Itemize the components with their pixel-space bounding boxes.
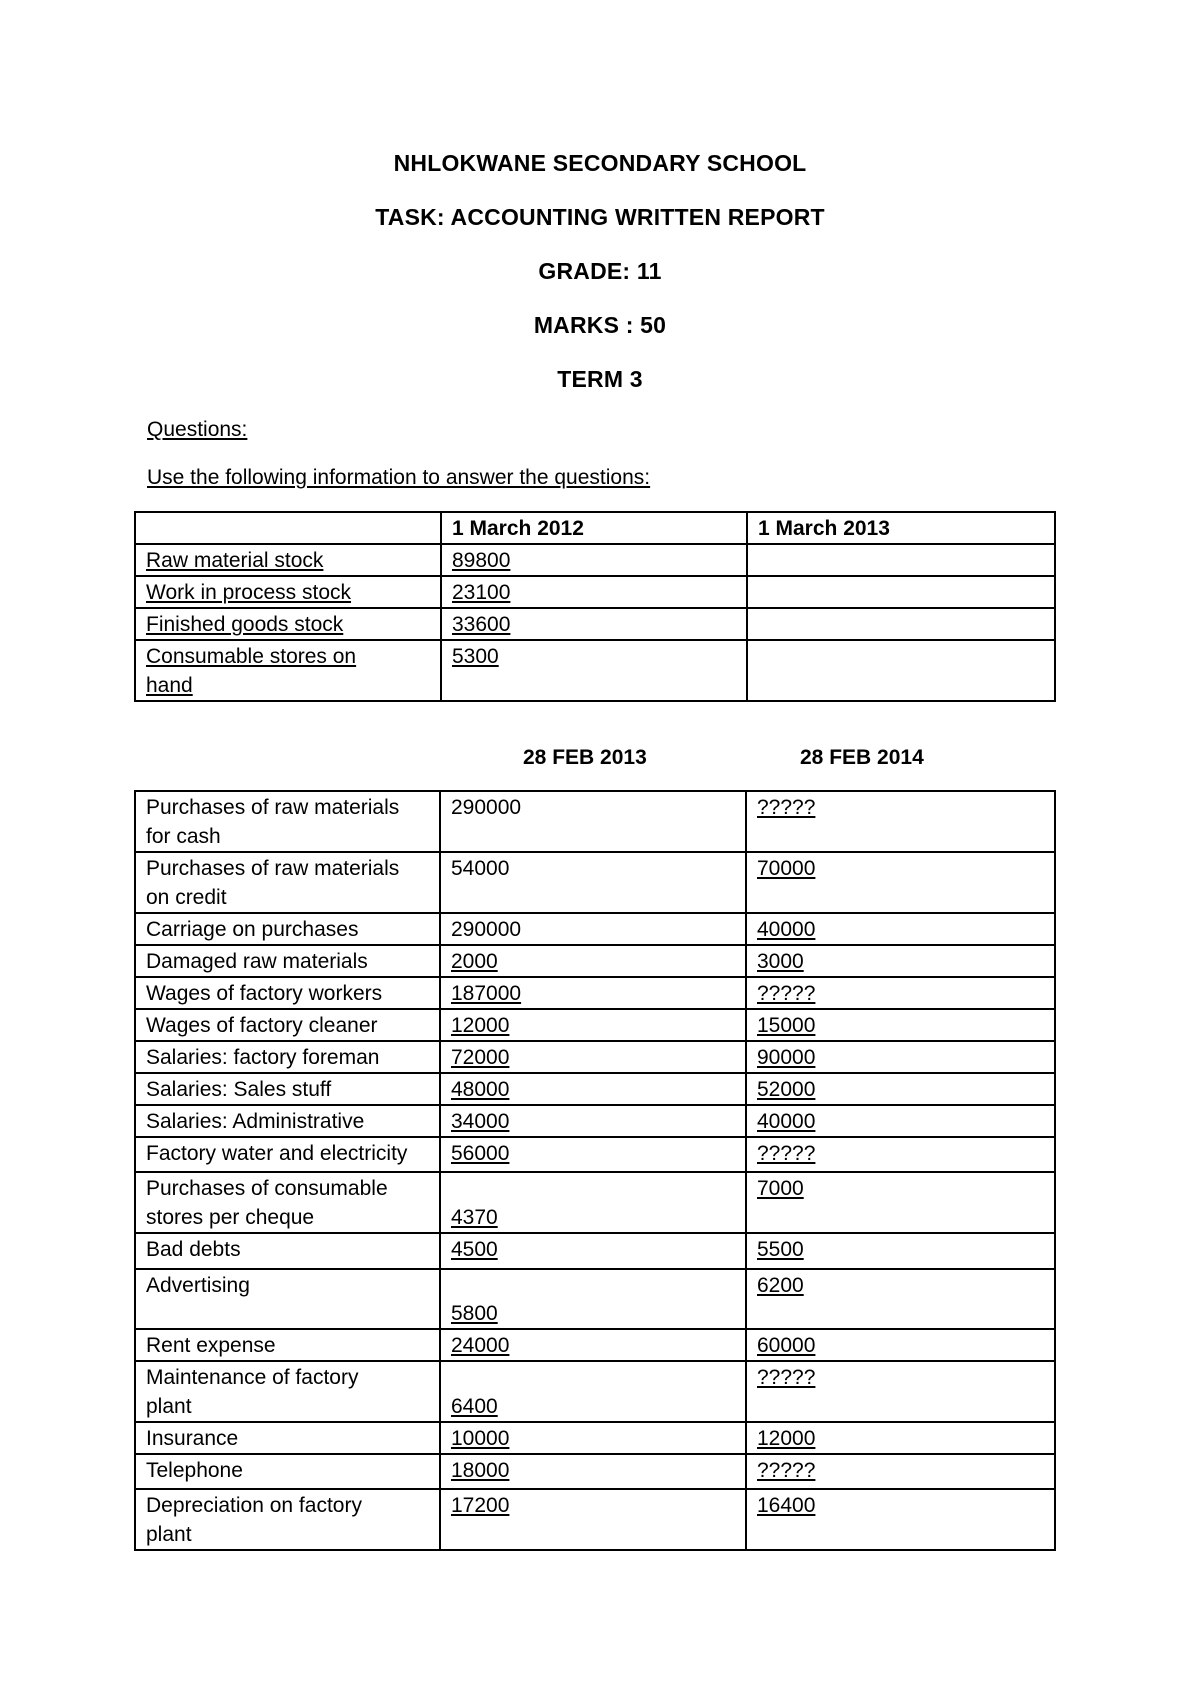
- table-row: [135, 1361, 1055, 1422]
- table-row: [135, 1105, 1055, 1137]
- stock-value-2013: [747, 608, 1055, 640]
- expense-header-2013: 28 FEB 2013: [523, 746, 647, 769]
- stock-value-2012: 33600: [441, 608, 747, 640]
- expense-label-line: Purchases of raw materials: [146, 857, 400, 880]
- stock-label: [135, 640, 441, 701]
- expense-header-2014: 28 FEB 2014: [800, 746, 924, 769]
- expense-value-2013: 2000: [440, 945, 746, 977]
- expense-label: Insurance: [135, 1422, 440, 1454]
- table-row: [135, 576, 1055, 608]
- questions-label: Questions:: [147, 418, 248, 441]
- expense-value-2013: 290000: [440, 913, 746, 945]
- expense-label-line: Purchases of raw materials: [146, 796, 400, 819]
- term-line: TERM 3: [557, 366, 643, 392]
- expense-label-line: plant: [146, 1523, 192, 1546]
- stock-label: Work in process stock: [135, 576, 441, 608]
- expense-value-2014: ?????: [746, 1137, 1055, 1172]
- stock-header-2012: 1 March 2012: [441, 512, 747, 544]
- expense-value-2014: ?????: [746, 977, 1055, 1009]
- expense-value-2013: 6400: [440, 1361, 746, 1422]
- grade-line: GRADE: 11: [538, 258, 662, 284]
- expense-value-2013: 24000: [440, 1329, 746, 1361]
- stock-value-2013: [747, 576, 1055, 608]
- expense-label: Advertising: [135, 1269, 440, 1329]
- expense-value-2014: ?????: [746, 791, 1055, 852]
- marks-line: MARKS : 50: [533, 312, 667, 338]
- expense-value-2013: 5800: [440, 1269, 746, 1329]
- table-row: [135, 1041, 1055, 1073]
- expense-label-line: Purchases of consumable: [146, 1177, 388, 1200]
- expense-value-2014: 60000: [746, 1329, 1055, 1361]
- expense-value-2014: 6200: [746, 1269, 1055, 1329]
- stock-table-header-row: [135, 512, 1055, 544]
- table-row: [135, 852, 1055, 913]
- expense-label: Carriage on purchases: [135, 913, 440, 945]
- expense-label: Rent expense: [135, 1329, 440, 1361]
- task-title: TASK: ACCOUNTING WRITTEN REPORT: [375, 204, 825, 230]
- expense-label: Factory water and electricity: [135, 1137, 440, 1172]
- expense-value-2014: ?????: [746, 1454, 1055, 1489]
- stock-value-2012: 89800: [441, 544, 747, 576]
- expense-value-2014: 70000: [746, 852, 1055, 913]
- expense-value-2014: 40000: [746, 1105, 1055, 1137]
- school-name: NHLOKWANE SECONDARY SCHOOL: [393, 150, 807, 176]
- expense-label: [135, 1361, 440, 1422]
- table-row: [135, 608, 1055, 640]
- table-row: [135, 1009, 1055, 1041]
- expense-label: [135, 791, 440, 852]
- expense-label: Wages of factory workers: [135, 977, 440, 1009]
- instruction-text: Use the following information to answer the questions:: [147, 466, 651, 489]
- expense-value-2013: 4500: [440, 1233, 746, 1269]
- stock-table: [134, 511, 1056, 702]
- expense-label: Bad debts: [135, 1233, 440, 1269]
- table-row: [135, 1329, 1055, 1361]
- expense-value-2013: 4370: [440, 1172, 746, 1233]
- stock-label-line: hand: [146, 674, 193, 697]
- expense-value-2013: 72000: [440, 1041, 746, 1073]
- stock-label: Raw material stock: [135, 544, 441, 576]
- stock-label-line: Consumable stores on: [146, 645, 357, 668]
- expense-value-2014: 40000: [746, 913, 1055, 945]
- expense-value-2014: ?????: [746, 1361, 1055, 1422]
- expense-label-line: Depreciation on factory: [146, 1494, 362, 1517]
- table-row: [135, 1454, 1055, 1489]
- expense-value-2013: 54000: [440, 852, 746, 913]
- table-row: [135, 1269, 1055, 1329]
- table-row: [135, 1422, 1055, 1454]
- table-row: [135, 977, 1055, 1009]
- expense-label: Wages of factory cleaner: [135, 1009, 440, 1041]
- stock-value-2012: 23100: [441, 576, 747, 608]
- expense-value-2014: 5500: [746, 1233, 1055, 1269]
- expense-value-2013: 48000: [440, 1073, 746, 1105]
- expense-label-line: Maintenance of factory: [146, 1366, 359, 1389]
- expense-label: Telephone: [135, 1454, 440, 1489]
- expense-label: [135, 852, 440, 913]
- expense-value-2013: 34000: [440, 1105, 746, 1137]
- table-row: [135, 791, 1055, 852]
- expense-value-2013: 56000: [440, 1137, 746, 1172]
- expense-label: Salaries: factory foreman: [135, 1041, 440, 1073]
- expense-label: [135, 1489, 440, 1550]
- table-row: [135, 1233, 1055, 1269]
- expense-value-2014: 52000: [746, 1073, 1055, 1105]
- expense-value-2013: 187000: [440, 977, 746, 1009]
- table-row: [135, 1172, 1055, 1233]
- expense-label-line: on credit: [146, 886, 227, 909]
- expense-value-2014: 3000: [746, 945, 1055, 977]
- expense-value-2014: 90000: [746, 1041, 1055, 1073]
- expense-value-2014: 7000: [746, 1172, 1055, 1233]
- expense-value-2013: 17200: [440, 1489, 746, 1550]
- stock-header-blank: [135, 512, 441, 544]
- expense-value-2014: 15000: [746, 1009, 1055, 1041]
- table-row: [135, 640, 1055, 701]
- table-row: [135, 1137, 1055, 1172]
- expense-label: Salaries: Sales stuff: [135, 1073, 440, 1105]
- table-row: [135, 913, 1055, 945]
- expense-label-line: for cash: [146, 825, 221, 848]
- expense-label-line: plant: [146, 1395, 192, 1418]
- expense-value-2014: 16400: [746, 1489, 1055, 1550]
- expense-value-2013: 18000: [440, 1454, 746, 1489]
- expense-label: Salaries: Administrative: [135, 1105, 440, 1137]
- expense-value-2014: 12000: [746, 1422, 1055, 1454]
- stock-value-2013: [747, 640, 1055, 701]
- stock-label: Finished goods stock: [135, 608, 441, 640]
- stock-value-2013: [747, 544, 1055, 576]
- table-row: [135, 1489, 1055, 1550]
- stock-header-2013: 1 March 2013: [747, 512, 1055, 544]
- expense-label-line: stores per cheque: [146, 1206, 315, 1229]
- expense-table: [134, 790, 1056, 1551]
- expense-value-2013: 10000: [440, 1422, 746, 1454]
- table-row: [135, 945, 1055, 977]
- expense-label: Damaged raw materials: [135, 945, 440, 977]
- expense-value-2013: 290000: [440, 791, 746, 852]
- expense-value-2013: 12000: [440, 1009, 746, 1041]
- table-row: [135, 544, 1055, 576]
- table-row: [135, 1073, 1055, 1105]
- expense-label: [135, 1172, 440, 1233]
- stock-value-2012: 5300: [441, 640, 747, 701]
